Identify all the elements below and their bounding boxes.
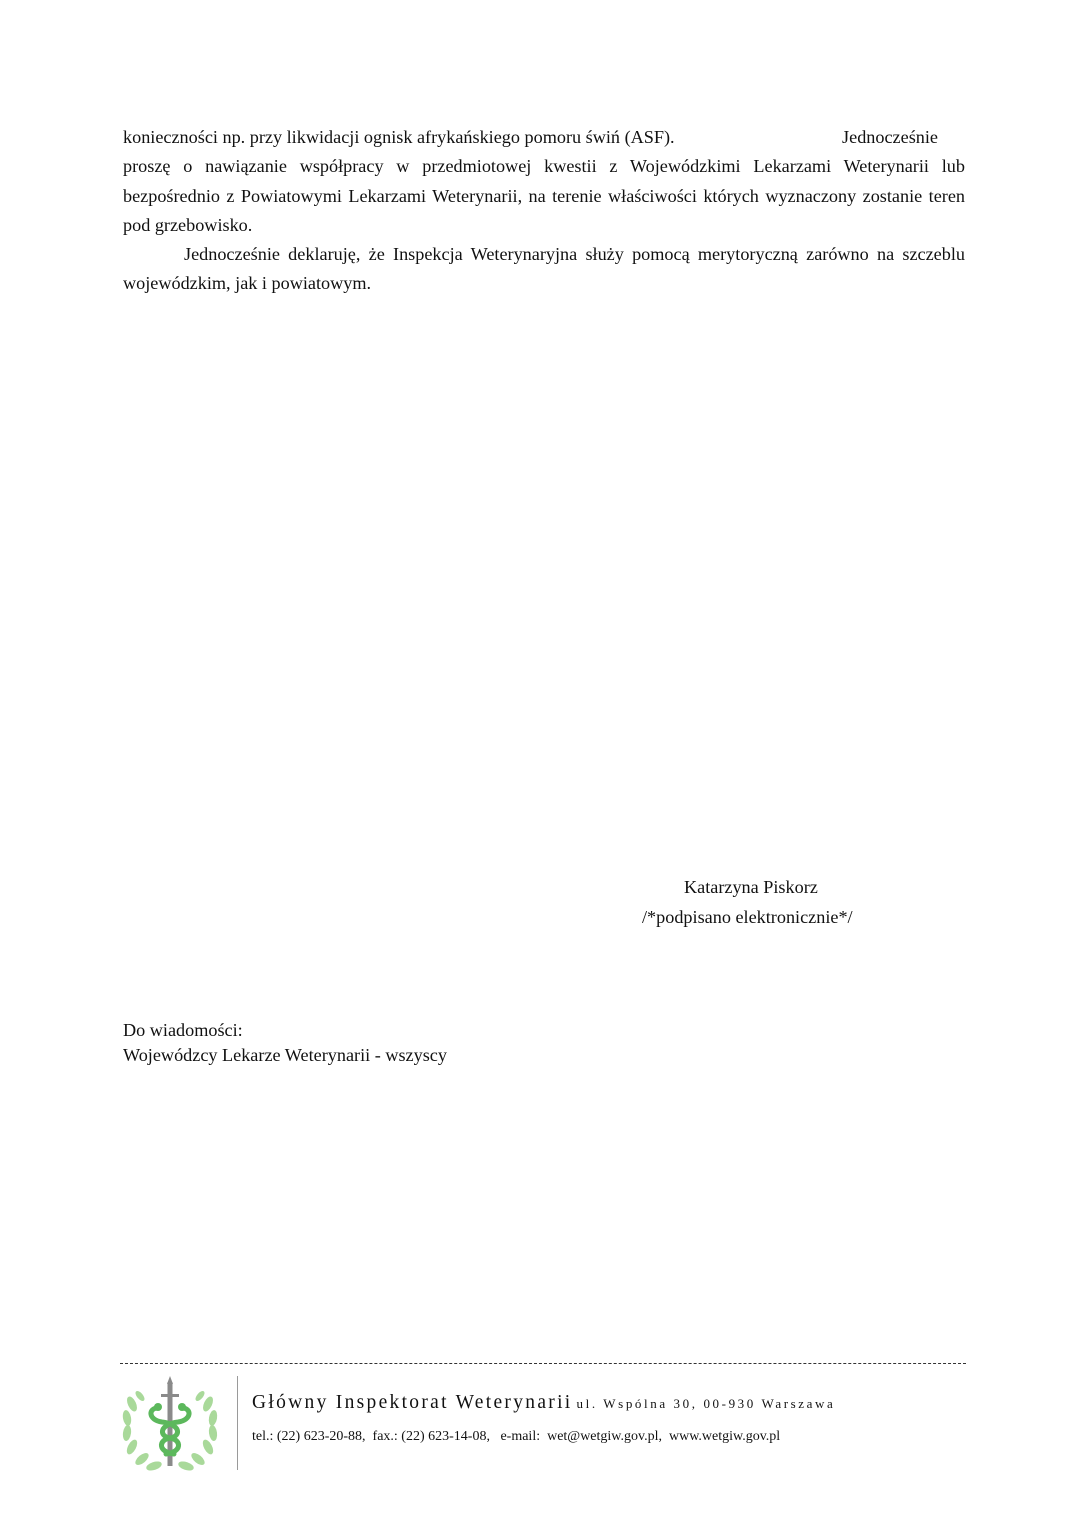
footer-contact-line: tel.: (22) 623-20-88, fax.: (22) 623-14-08, e-mail: wet@wetgiw.gov.pl, www.wetgiw.gov.pl	[252, 1429, 781, 1444]
paragraph1-line1-left: konieczności np. przy likwidacji ognisk afrykańskiego pomoru świń (ASF).	[123, 127, 675, 147]
paragraph1-continuation: proszę o nawiązanie współpracy w przedmiotowej kwestii z Wojewódzkimi Lekarzami Weterynarii lub bezpośrednio z Powiatowymi Lekarzami Weterynarii, na terenie właściwości których wyznaczony zostanie teren pod grzebowisko.	[123, 156, 965, 235]
cc-block	[123, 1018, 447, 1068]
letter-body	[123, 123, 965, 299]
footer-divider	[120, 1363, 966, 1364]
signature-block	[600, 872, 920, 932]
cc-recipients: Wojewódzcy Lekarze Weterynarii - wszyscy	[123, 1045, 447, 1065]
inspectorate-logo-icon	[118, 1374, 222, 1474]
signature-note: /*podpisano elektronicznie*/	[642, 907, 853, 927]
cc-heading: Do wiadomości:	[123, 1020, 243, 1040]
signer-name: Katarzyna Piskorz	[684, 877, 818, 897]
organization-address: ul. Wspólna 30, 00-930 Warszawa	[576, 1396, 836, 1411]
organization-name: Główny Inspektorat Weterynarii	[252, 1392, 573, 1413]
paragraph2: Jednocześnie deklaruję, że Inspekcja Weterynaryjna służy pomocą merytoryczną zarówno na szczeblu wojewódzkim, jak i powiatowym.	[123, 244, 965, 294]
paragraph1-line1-right: Jednocześnie	[842, 127, 938, 147]
footer-separator	[237, 1376, 238, 1470]
paragraph1-first-line	[123, 123, 965, 152]
footer-organization-line	[252, 1392, 835, 1414]
